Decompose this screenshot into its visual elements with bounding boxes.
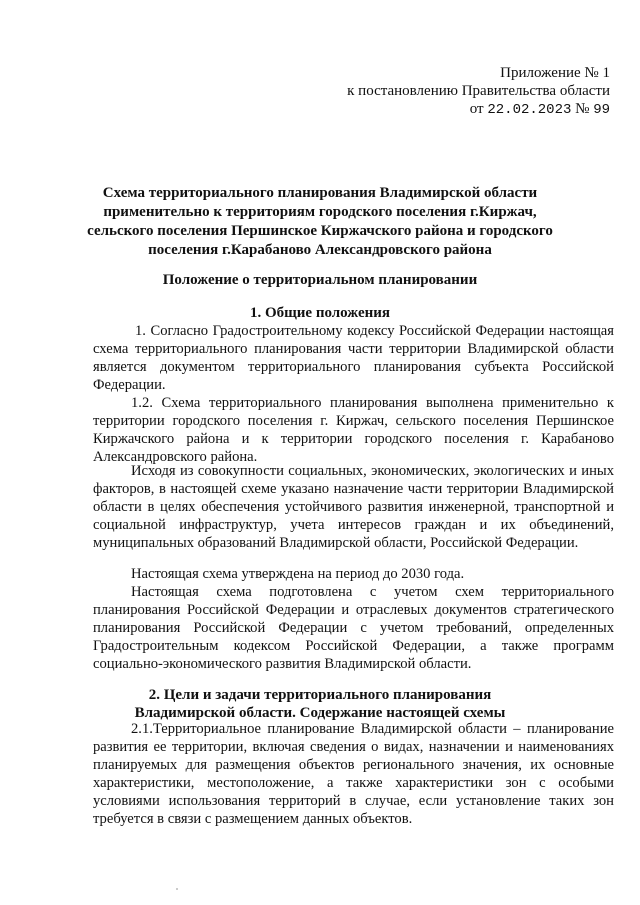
resolution-date: 22.02.2023 xyxy=(487,102,572,118)
appendix-label: Приложение № 1 xyxy=(500,65,610,81)
document-title: Схема территориального планирования Владимирской области применительно к территориям городского поселения г.Киржач, сельского поселения Першинское Киржачского района и городского поселения г.Карабаново Александровского района xyxy=(87,185,553,258)
date-prefix: от xyxy=(469,101,484,117)
appendix-resolution: к постановлению Правительства области xyxy=(347,83,610,99)
section1-paragraph-4: Настоящая схема утверждена на период до 2030 года. xyxy=(131,566,465,582)
section1-paragraph-3: Исходя из совокупности социальных, экономических, экологических и иных факторов, в настоящей схеме указано назначение части территории Владимирской области в целях обеспечения устойчивого развития инженерной, транспортной и социальной инфраструктур, учета интересов граждан и их объединений, муниципальных образований Владимирской области, Российской Федерации. xyxy=(93,463,614,551)
section2-heading-line1: 2. Цели и задачи территориального планирования xyxy=(148,687,492,703)
section2-paragraph-1: 2.1.Территориальное планирование Владимирской области – планирование развития ее территории, включая сведения о видах, назначении и наименованиях планируемых для размещения объектов регионального значения, их основные характеристики, местоположение, а также характеристики зон с особыми условиями использования территорий в случае, если установление таких зон требуется в связи с размещением данных объектов. xyxy=(93,721,614,827)
section1-heading: 1. Общие положения xyxy=(249,305,391,321)
section2-heading-line2: Владимирской области. Содержание настоящей схемы xyxy=(134,705,506,721)
number-sign: № xyxy=(575,101,590,117)
appendix-header xyxy=(310,64,610,119)
section1-paragraph-2: 1.2. Схема территориального планирования выполнена применительно к территории городского поселения г. Киржач, сельского поселения Першинское Киржачского района и к территории городского поселения г. Карабаново Александровского района. xyxy=(93,395,614,465)
section1-paragraph-1: 1. Согласно Градостроительному кодексу Российской Федерации настоящая схема территориального планирования части территории Владимирской области является документом территориального планирования субъекта Российской Федерации. xyxy=(93,323,614,393)
scan-dot xyxy=(176,888,178,890)
section1-paragraph-5: Настоящая схема подготовлена с учетом схем территориального планирования Российской Федерации и отраслевых документов стратегического планирования Российской Федерации с учетом требований, определенных Градостроительным кодексом Российской Федерации, а также программ социально-экономического развития Владимирской области. xyxy=(93,584,614,672)
appendix-date-line xyxy=(310,100,610,119)
document-subtitle: Положение о территориальном планировании xyxy=(162,272,478,288)
resolution-number: 99 xyxy=(593,102,610,118)
